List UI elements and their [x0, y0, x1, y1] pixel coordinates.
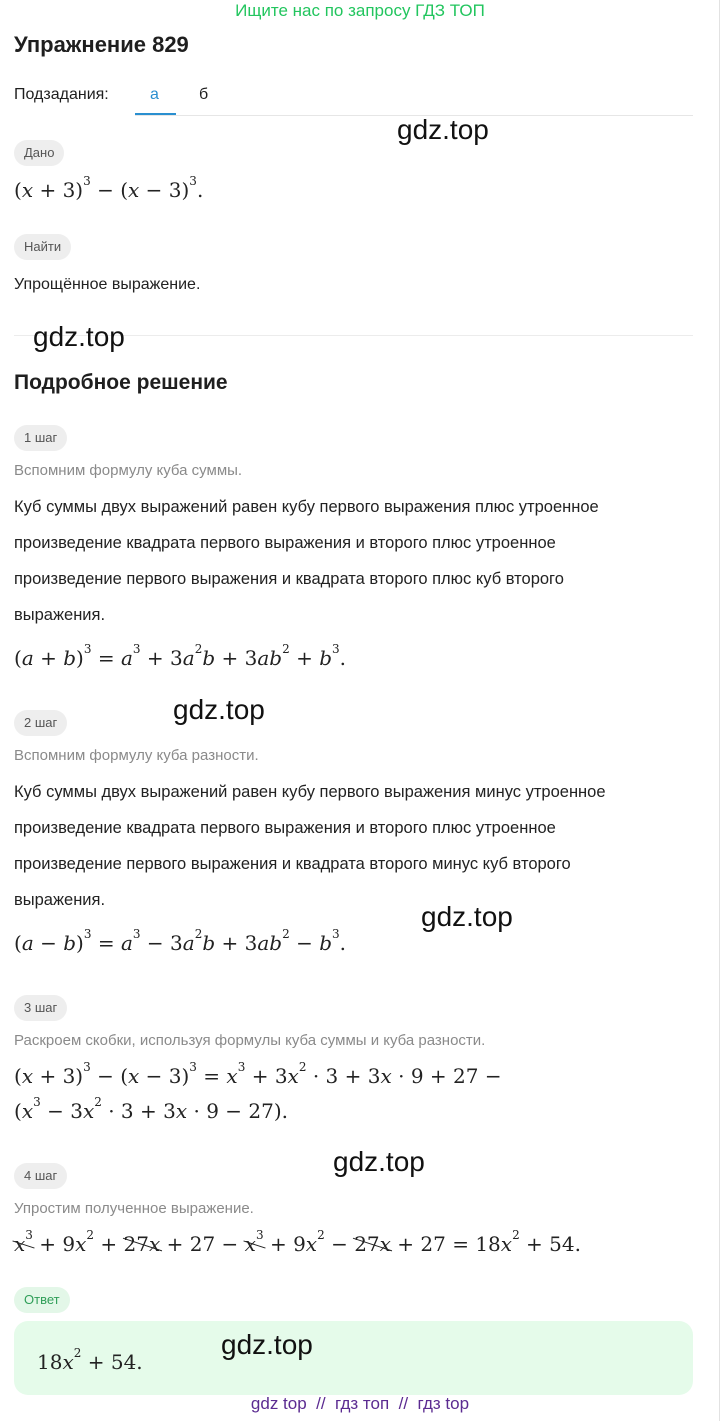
step-4-hint: Упростим полученное выражение. [14, 1200, 254, 1217]
step-2-line: произведение квадрата первого выражения и второго плюс утроенное [14, 819, 556, 837]
step-1-badge: 1 шаг [14, 425, 67, 451]
step-2-text [14, 774, 704, 918]
step-2-hint: Вспомним формулу куба разности. [14, 747, 259, 764]
footer-separator: // [316, 1394, 326, 1413]
step-2-line: Куб суммы двух выражений равен кубу первого выражения минус утроенное [14, 783, 606, 801]
watermark: gdz.top [397, 114, 489, 145]
footer-link[interactable]: гдз топ [335, 1394, 390, 1413]
answer-badge: Ответ [14, 1287, 70, 1313]
step-3-formula-line-2: $(x^3 - 3x^2 \cdot 3 + 3x \cdot 9 - 27)$. [14, 1095, 289, 1123]
step-1-formula: $(a + b)^3 = a^3 + 3a^2b + 3ab^2 + b^3$. [14, 642, 347, 670]
step-4-badge: 4 шаг [14, 1163, 67, 1189]
step-1-hint: Вспомним формулу куба суммы. [14, 462, 243, 479]
tab-subtask-b[interactable]: б [199, 86, 209, 103]
footer-link[interactable]: gdz top [250, 1394, 307, 1413]
watermark: gdz.top [221, 1329, 313, 1360]
step-2-line: произведение первого выражения и квадрата второго минус куб второго [14, 855, 571, 873]
step-1-line: выражения. [14, 606, 106, 624]
step-1-line: Куб суммы двух выражений равен кубу первого выражения плюс утроенное [14, 498, 599, 516]
step-3-formula-line-1: $(x + 3)^3 - (x - 3)^3 = x^3 + 3x^2 \cdot 3 + 3x \cdot 9 + 27$ − [14, 1060, 502, 1088]
footer-links [0, 1394, 720, 1414]
step-2-formula: $(a - b)^3 = a^3 - 3a^2b + 3ab^2 - b^3$. [14, 927, 347, 955]
answer-expression: $18x^2 + 54$. [37, 1346, 143, 1374]
tab-subtask-a[interactable]: а [150, 86, 159, 103]
step-2-line: выражения. [14, 891, 106, 909]
exercise-title: Упражнение 829 [14, 32, 189, 57]
watermark: gdz.top [333, 1146, 425, 1177]
step-1-text [14, 489, 704, 633]
solution-heading: Подробное решение [14, 371, 228, 394]
step-1-line: произведение первого выражения и квадрата второго плюс куб второго [14, 570, 564, 588]
search-banner[interactable]: Ищите нас по запросу ГДЗ ТОП [235, 1, 485, 20]
active-tab-indicator [135, 113, 176, 115]
given-badge: Дано [14, 140, 64, 166]
step-1-line: произведение квадрата первого выражения и второго плюс утроенное [14, 534, 556, 552]
subtasks-label: Подзадания: [14, 86, 109, 103]
find-badge: Найти [14, 234, 71, 260]
watermark: gdz.top [173, 694, 265, 725]
footer-separator: // [398, 1394, 409, 1413]
step-3-badge: 3 шаг [14, 995, 67, 1021]
step-4-formula: $x^3 + 9x^2 + 27x + 27 - x^3 + 9x^2 - 27x + 27 = 18x^2 + 54$. [14, 1228, 581, 1256]
given-expression: $(x + 3)^3 - (x - 3)^3$. [14, 174, 204, 202]
watermark: gdz.top [33, 321, 125, 352]
find-text: Упрощённое выражение. [14, 276, 201, 293]
step-3-hint: Раскроем скобки, используя формулы куба суммы и куба разности. [14, 1032, 486, 1049]
watermark: gdz.top [421, 901, 513, 932]
footer-link[interactable]: гдз top [417, 1394, 470, 1413]
step-2-badge: 2 шаг [14, 710, 67, 736]
